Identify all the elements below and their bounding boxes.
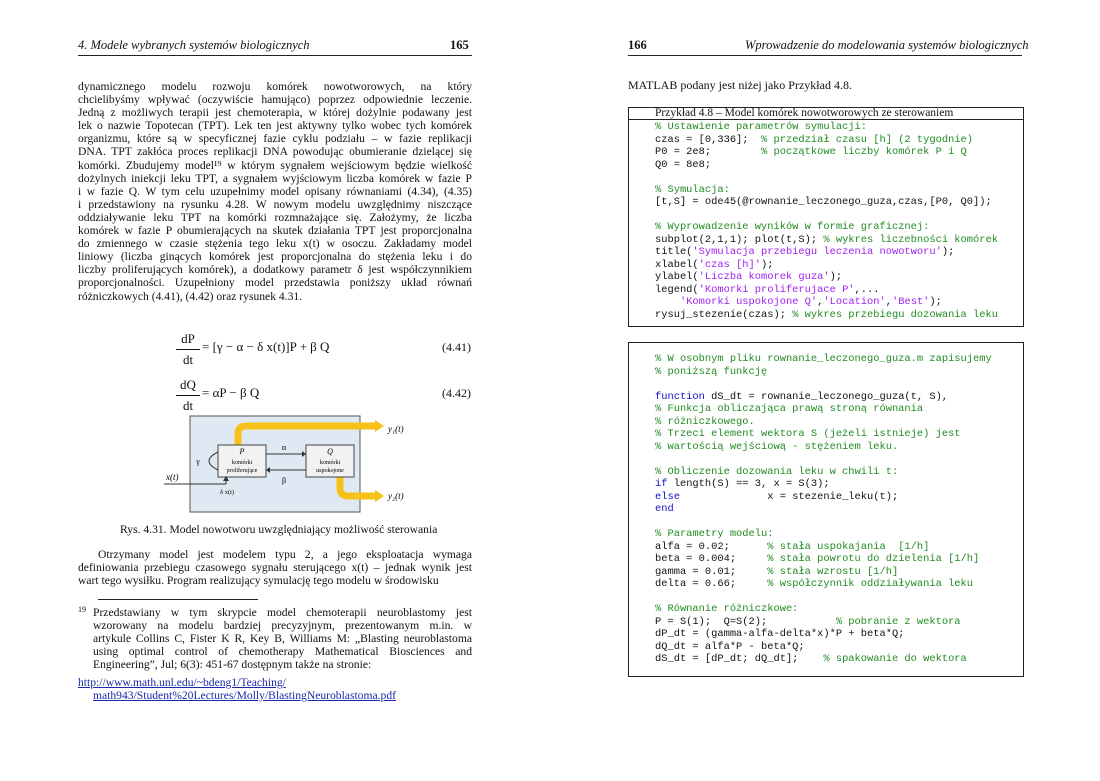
code-line: end bbox=[655, 503, 674, 515]
text-line: komórki. Zbudujemy model¹⁹ w którym sygnałem wejściowym będzie wielkość bbox=[78, 158, 472, 172]
text-line: artykule Collins C, Fister K R, Key B, Williams M: „Blasting neuroblastoma bbox=[93, 632, 472, 646]
code-line bbox=[655, 453, 992, 466]
code-line: % Obliczenie dozowania leku w chwili t: bbox=[655, 465, 899, 478]
eq2-denominator: dt bbox=[182, 398, 194, 413]
text-line: wzorowany na modelu bardziej precyzyjnym, prezentowanym m.in. w bbox=[93, 619, 472, 633]
beta-label: β bbox=[281, 476, 287, 485]
header-rule bbox=[78, 55, 472, 56]
text-line: DNA. TPT zakłóca proces replikacji DNA powodując obumieranie dzielącej się bbox=[78, 145, 472, 159]
code-line: legend('Komorki proliferujace P',... bbox=[655, 283, 880, 296]
code-line: P = S(1); Q=S(2); % pobranie z wektora bbox=[655, 615, 961, 628]
eq2-fraction bbox=[176, 377, 200, 414]
p-sub1: komórki bbox=[231, 460, 253, 466]
text-line: do zmiennego w czasie stężenia tego leku x(t) w osoczu. Zakładamy model bbox=[78, 237, 472, 251]
output1-label: y₁(t) bbox=[388, 424, 404, 434]
code-line: [t,S] = ode45(@rownanie_leczonego_guza,czas,[P0, Q0]); bbox=[655, 196, 992, 208]
footnote-text bbox=[93, 606, 472, 671]
code-line: alfa = 0.02; % stała uspokajania [1/h] bbox=[655, 540, 930, 553]
eq2-rhs: = αP − β Q bbox=[202, 385, 260, 400]
footnote-rule bbox=[98, 599, 258, 600]
code-line bbox=[655, 171, 998, 184]
text-line: organizmu, które są w specyficznej fazie cyklu podziału – w fazie replikacji bbox=[78, 132, 472, 146]
code-line: % Wyprowadzenie wyników w formie graficznej: bbox=[655, 221, 930, 233]
input-label: x(t) bbox=[166, 472, 179, 482]
code-block-2 bbox=[655, 353, 992, 666]
code-line: delta = 0.66; % współczynnik oddziaływania leku bbox=[655, 578, 974, 590]
text-line: i w fazie Q. W tym celu uzupełnimy model opisany równaniami (4.34), (4.35) bbox=[78, 184, 472, 198]
footnote-link-2[interactable]: math943/Student%20Lectures/Molly/BlastingNeuroblastoma.pdf bbox=[93, 689, 396, 702]
fraction-bar bbox=[176, 395, 200, 396]
p-sub2: proliferujące bbox=[226, 468, 258, 474]
alpha-label: α bbox=[281, 443, 287, 452]
text-line: różniczkowych (4.41), (4.42) oraz rysunek 4.31. bbox=[78, 289, 303, 303]
code-line: % poniższą funkcję bbox=[655, 365, 768, 378]
text-line: proporcjonalności. Uzupełniony model przedstawia poniższy układ równań bbox=[78, 276, 472, 290]
code-line: dS_dt = [dP_dt; dQ_dt]; % spakowanie do wektora bbox=[655, 653, 967, 665]
text-line: Przedstawiany w tym skrypcie model chemoterapii neuroblastomy jest bbox=[93, 606, 472, 619]
code-line: subplot(2,1,1); plot(t,S); % wykres liczebności komórek bbox=[655, 233, 998, 246]
code-line: % Równanie różniczkowe: bbox=[655, 603, 799, 615]
text-line: lek o nazwie Topotecan (TPT). Lek ten jest aktywny tylko wobec tych komórek bbox=[78, 119, 472, 133]
text-line: komórek w fazie P obumierających na skutek działania TPT jest proporcjonalna bbox=[78, 224, 472, 238]
intro-line: MATLAB podany jest niżej jako Przykład 4.8. bbox=[628, 78, 852, 92]
text-line: oddziaływanie leku TPT na komórki rozmnażające się. Założymy, że liczba bbox=[78, 210, 472, 224]
text-line: dożylnych iniekcji leku TPT, a sygnałem wyjściowym liczba komórek w fazie P bbox=[78, 171, 472, 185]
running-header-left: 4. Modele wybranych systemów biologicznych bbox=[78, 38, 310, 52]
code-line: ylabel('Liczba komorek guza'); bbox=[655, 271, 843, 283]
text-line: liniowy (liczba ginących komórek jest proporcjonalna do stężenia leku i do bbox=[78, 250, 472, 264]
code-line: Q0 = 8e8; bbox=[655, 158, 712, 171]
code-line: % Trzeci element wektora S (jeżeli istnieje) jest bbox=[655, 428, 961, 440]
fraction-bar bbox=[176, 349, 200, 350]
text-line: wart tego wysiłku. Program realizujący symulację tego modelu w środowisku bbox=[78, 574, 439, 588]
eq1-label: (4.41) bbox=[442, 340, 471, 354]
text-line: dynamicznego modelu rozwoju komórek nowotworowych, na który bbox=[78, 80, 472, 93]
code-line: gamma = 0.01; % stała wzrostu [1/h] bbox=[655, 565, 899, 578]
code-box-title: Przykład 4.8 – Model komórek nowotworowych ze sterowaniem bbox=[655, 107, 954, 119]
eq1-rhs: = [γ − α − δ x(t)]P + β Q bbox=[202, 339, 330, 354]
code-line: rysuj_stezenie(czas); % wykres przebiegu dozowania leku bbox=[655, 308, 998, 321]
figure-caption: Rys. 4.31. Model nowotworu uwzględniający możliwość sterowania bbox=[120, 523, 438, 536]
footnote-link-1[interactable]: http://www.math.unl.edu/~bdeng1/Teaching/ bbox=[78, 676, 286, 689]
code-line: dP_dt = (gamma-alfa-delta*x)*P + beta*Q; bbox=[655, 628, 905, 640]
code-line: else x = stezenie_leku(t); bbox=[655, 490, 899, 503]
code-line bbox=[655, 209, 998, 222]
eq1-denominator: dt bbox=[182, 352, 194, 367]
code-line bbox=[655, 516, 992, 529]
page-number-right: 166 bbox=[628, 38, 647, 52]
text-line: definiowania przebiegu czasowego sygnału sterującego x(t) – jednak wynik jest bbox=[78, 561, 472, 575]
header-rule bbox=[628, 55, 1022, 56]
code-line: xlabel('czas [h]'); bbox=[655, 258, 774, 271]
running-header-right: Wprowadzenie do modelowania systemów biologicznych bbox=[745, 38, 1029, 52]
code-line: if length(S) == 3, x = S(3); bbox=[655, 478, 830, 490]
eq2-label: (4.42) bbox=[442, 386, 471, 400]
delta-label: δ x(t) bbox=[220, 489, 235, 496]
tumor-model-diagram bbox=[160, 414, 420, 514]
arrowhead bbox=[375, 490, 384, 502]
code-line: dQ_dt = alfa*P - beta*Q; bbox=[655, 640, 805, 653]
code-line: 'Komorki uspokojone Q','Location','Best'); bbox=[679, 296, 942, 308]
text-line: Engineering”, Jul; 6(3): 451-67 dostępnym także na stronie: bbox=[93, 658, 372, 672]
arrowhead bbox=[375, 420, 384, 432]
page-number-left: 165 bbox=[450, 38, 469, 52]
code-line: % W osobnym pliku rownanie_leczonego_guza.m zapisujemy bbox=[655, 353, 992, 365]
code-line: P0 = 2e8; % początkowe liczby komórek P i Q bbox=[655, 146, 967, 158]
code-line: function dS_dt = rownanie_leczonego_guza(t, S), bbox=[655, 390, 949, 403]
eq1-numerator: dP bbox=[181, 331, 195, 346]
q-sub1: komórki bbox=[319, 460, 341, 466]
code-line: title('Symulacja przebiegu leczenia nowotworu'); bbox=[655, 246, 955, 258]
body-paragraph-1 bbox=[78, 80, 472, 303]
code-line: % Funkcja obliczająca prawą stroną równania bbox=[655, 403, 924, 415]
code-line: % Ustawienie parametrów symulacji: bbox=[655, 121, 868, 133]
text-line: chcielibyśmy wpływać (oczywiście hamująco) poprzez odpowiednie leczenie. bbox=[78, 93, 472, 107]
eq1-fraction bbox=[176, 331, 200, 368]
output2-label: y₂(t) bbox=[388, 491, 404, 501]
footnote-mark: 19 bbox=[78, 605, 86, 614]
q-sub2: uspokojone bbox=[316, 468, 344, 474]
code-line: beta = 0.004; % stała powrotu do dzielenia [1/h] bbox=[655, 553, 980, 565]
code-box-title-rule bbox=[628, 119, 1024, 120]
code-line: czas = [0,336]; % przedział czasu [h] (2 tygodnie) bbox=[655, 133, 974, 146]
code-line: % różniczkowego. bbox=[655, 415, 755, 428]
eq2-numerator: dQ bbox=[180, 377, 196, 392]
body-paragraph-2 bbox=[78, 548, 472, 587]
text-line: Jedną z możliwych terapii jest chemoterapia, w której dożylnie podawany jest bbox=[78, 106, 472, 120]
text-line: i przedstawiony na rysunku 4.28. W nowym modelu uwzględnimy niszczące bbox=[78, 197, 472, 211]
text-line: liczby proliferujących komórek), a dodatkowy parametr δ jest współczynnikiem bbox=[78, 263, 472, 277]
q-title: Q bbox=[327, 447, 333, 456]
code-line: % Parametry modelu: bbox=[655, 528, 774, 540]
code-block-1 bbox=[655, 121, 998, 321]
code-line: % wartością wejściową - stężeniem leku. bbox=[655, 440, 899, 453]
text-line: using optimal control of chemotherapy Mathematical Biosciences and bbox=[93, 645, 472, 659]
code-line: % Symulacja: bbox=[655, 183, 730, 196]
text-line: Otrzymany model jest modelem typu 2, a jego eksploatacja wymaga bbox=[98, 548, 472, 561]
gamma-label: γ bbox=[196, 457, 200, 466]
code-line bbox=[655, 591, 992, 604]
p-title: P bbox=[239, 447, 245, 456]
code-line bbox=[655, 378, 992, 391]
